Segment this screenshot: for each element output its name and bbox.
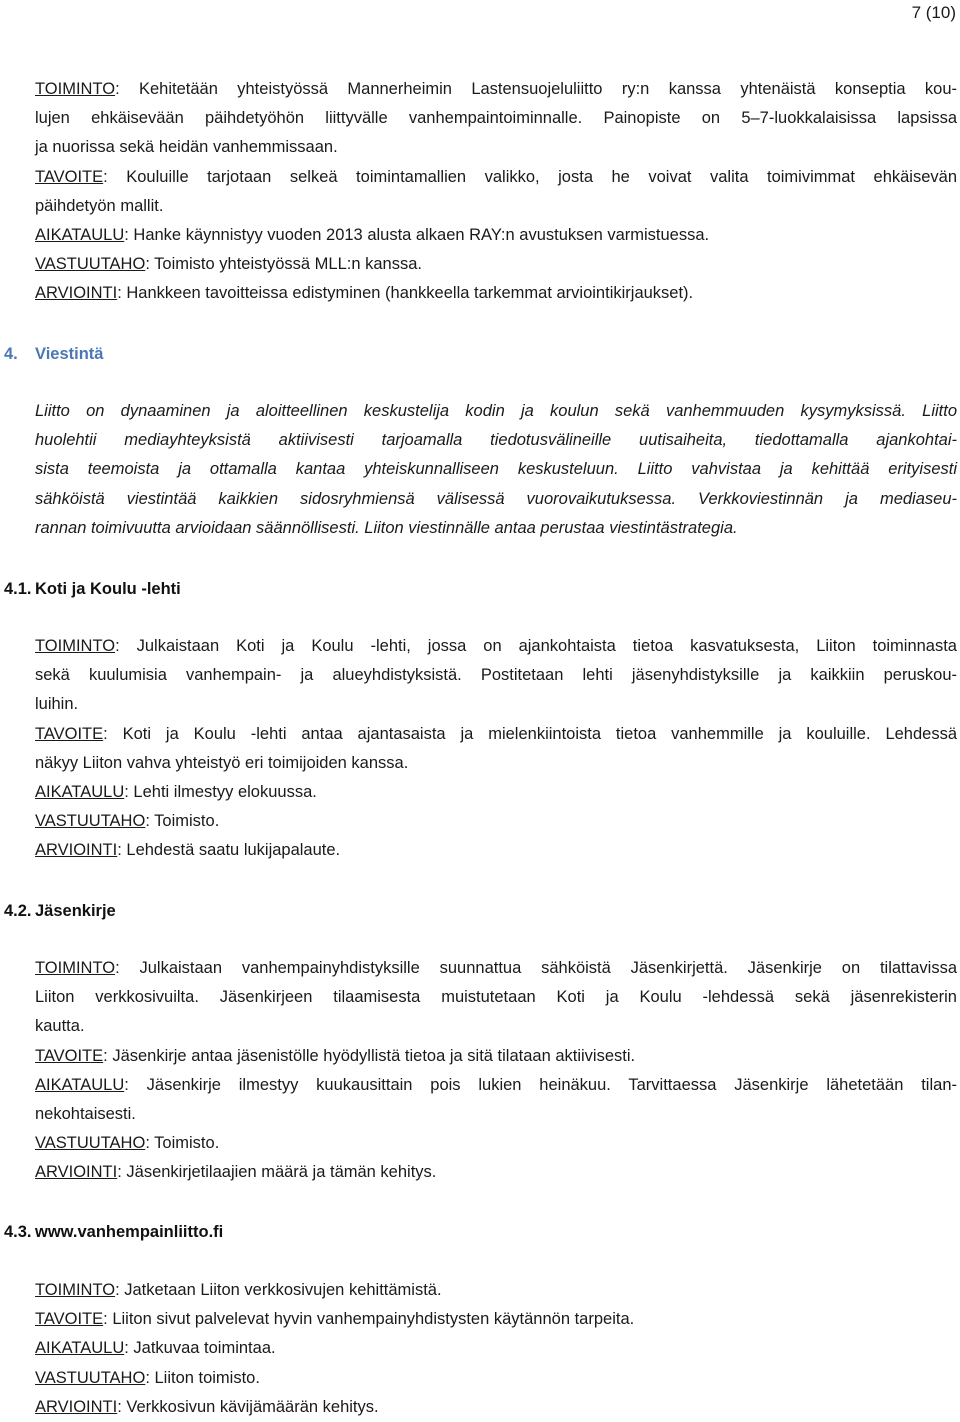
- section-4-2-body: [35, 954, 957, 1188]
- tavoite-label: TAVOITE: [35, 724, 104, 743]
- toiminto-line: TOIMINTO: Jatketaan Liiton verkkosivujen kehittämistä.: [35, 1281, 442, 1299]
- paragraph-line: huolehtii mediayhteyksistä aktiivisesti tarjoamalla tiedotusvälineille uutisaiheita, tiedottamalla ajankohtai-: [35, 431, 957, 450]
- tavoite-line: TAVOITE: Jäsenkirje antaa jäsenistölle hyödyllistä tietoa ja sitä tilataan aktiivisesti.: [35, 1046, 636, 1065]
- vastuutaho-label: VASTUUTAHO: [35, 1134, 146, 1153]
- section-title: www.vanhempainliitto.fi: [35, 1223, 224, 1241]
- section-4-3-body: [35, 1276, 957, 1422]
- section-number: 4.3.: [4, 1223, 32, 1241]
- toiminto-label: TOIMINTO: [35, 637, 116, 655]
- toiminto-line-1: TOIMINTO: Kehitetään yhteistyössä Mannerheimin Lastensuojeluliitto ry:n kanssa yhtenäistä konseptia kou-: [35, 80, 957, 98]
- aikataulu-line: AIKATAULU: Jatkuvaa toimintaa.: [35, 1339, 276, 1358]
- toiminto-line-2: Liiton verkkosivuilta. Jäsenkirjeen tilaamisesta muistutetaan Koti ja Koulu -lehdessä sekä jäsenrekisterin: [35, 988, 957, 1007]
- arviointi-label: ARVIOINTI: [35, 841, 118, 860]
- aikataulu-label: AIKATAULU: [35, 1339, 125, 1358]
- aikataulu-line: AIKATAULU: Hanke käynnistyy vuoden 2013 alusta alkaen RAY:n avustuksen varmistuessa.: [35, 225, 710, 244]
- section-number: 4.: [4, 345, 18, 363]
- toiminto-line-2: lujen ehkäisevään päihdetyöhön liittyvälle vanhempaintoiminnalle. Painopiste on 5–7-luokkalaisissa lapsissa: [35, 109, 957, 128]
- intro-block: [35, 75, 957, 309]
- vastuutaho-label: VASTUUTAHO: [35, 812, 146, 831]
- tavoite-line-2: päihdetyön mallit.: [35, 196, 164, 215]
- section-4-1-body: [35, 632, 957, 866]
- toiminto-label: TOIMINTO: [35, 959, 116, 977]
- section-title: Jäsenkirje: [35, 902, 116, 920]
- section-title: Viestintä: [35, 345, 104, 363]
- page-number: 7 (10): [911, 3, 956, 22]
- paragraph-line: sista teemoista ja ottamalla kantaa yhteiskunnalliseen keskusteluun. Liitto vahvistaa ja kehittää erityisesti: [35, 460, 957, 479]
- tavoite-line: TAVOITE: Liiton sivut palvelevat hyvin vanhempainyhdistysten käytännön tarpeita.: [35, 1310, 635, 1329]
- tavoite-label: TAVOITE: [35, 167, 104, 186]
- aikataulu-line-1: AIKATAULU: Jäsenkirje ilmestyy kuukausittain pois lukien heinäkuu. Tarvittaessa Jäsenkirje lähetetään tilan-: [35, 1075, 957, 1094]
- section-number: 4.1.: [4, 580, 32, 598]
- toiminto-line-3: luihin.: [35, 695, 79, 714]
- tavoite-line-2: näkyy Liiton vahva yhteistyö eri toimijoiden kanssa.: [35, 753, 409, 772]
- section-title: Koti ja Koulu -lehti: [35, 580, 181, 598]
- toiminto-label: TOIMINTO: [35, 80, 116, 98]
- tavoite-label: TAVOITE: [35, 1046, 104, 1065]
- toiminto-line-3: ja nuorissa sekä heidän vanhemmissaan.: [35, 138, 338, 157]
- aikataulu-line: AIKATAULU: Lehti ilmestyy elokuussa.: [35, 782, 317, 801]
- toiminto-line-3: kautta.: [35, 1017, 85, 1036]
- toiminto-line-1: TOIMINTO: Julkaistaan Koti ja Koulu -lehti, jossa on ajankohtaista tietoa kasvatuksesta, Liiton toiminnasta: [35, 637, 957, 655]
- arviointi-line: ARVIOINTI: Verkkosivun kävijämäärän kehitys.: [35, 1397, 379, 1416]
- toiminto-line-2: sekä kuulumisia vanhempain- ja alueyhdistyksistä. Postitetaan lehti jäsenyhdistyksille ja kaikkiin peruskou-: [35, 666, 957, 685]
- aikataulu-label: AIKATAULU: [35, 1075, 125, 1094]
- arviointi-label: ARVIOINTI: [35, 1397, 118, 1416]
- tavoite-label: TAVOITE: [35, 1310, 104, 1329]
- aikataulu-line-2: nekohtaisesti.: [35, 1104, 136, 1123]
- aikataulu-label: AIKATAULU: [35, 225, 125, 244]
- vastuutaho-line: VASTUUTAHO: Toimisto.: [35, 1134, 220, 1153]
- toiminto-line-1: TOIMINTO: Julkaistaan vanhempainyhdistyksille suunnattua sähköistä Jäsenkirjettä. Jäsenkirje on tilattavissa: [35, 959, 957, 977]
- aikataulu-label: AIKATAULU: [35, 782, 125, 801]
- vastuutaho-line: VASTUUTAHO: Liiton toimisto.: [35, 1368, 260, 1387]
- arviointi-line: ARVIOINTI: Hankkeen tavoitteissa edistyminen (hankkeella tarkemmat arviointikirjaukset).: [35, 284, 694, 303]
- tavoite-line-1: TAVOITE: Kouluille tarjotaan selkeä toimintamallien valikko, josta he voivat valita toimivimmat ehkäisevän: [35, 167, 957, 186]
- arviointi-label: ARVIOINTI: [35, 284, 118, 303]
- paragraph-line: sähköistä viestintää kaikkien sidosryhmiensä välisessä vuorovaikutuksessa. Verkkoviestinnän ja mediaseu-: [35, 489, 957, 508]
- arviointi-line: ARVIOINTI: Lehdestä saatu lukijapalaute.: [35, 841, 341, 860]
- vastuutaho-line: VASTUUTAHO: Toimisto.: [35, 812, 220, 831]
- vastuutaho-label: VASTUUTAHO: [35, 1368, 146, 1387]
- arviointi-line: ARVIOINTI: Jäsenkirjetilaajien määrä ja tämän kehitys.: [35, 1163, 437, 1182]
- arviointi-label: ARVIOINTI: [35, 1163, 118, 1182]
- section-4-body: [35, 397, 957, 543]
- paragraph-line: Liitto on dynaaminen ja aloitteellinen keskustelija kodin ja koulun sekä vanhemmuuden kysymyksissä. Liitto: [35, 402, 957, 420]
- vastuutaho-line: VASTUUTAHO: Toimisto yhteistyössä MLL:n kanssa.: [35, 255, 422, 274]
- section-number: 4.2.: [4, 902, 32, 920]
- toiminto-label: TOIMINTO: [35, 1281, 116, 1299]
- paragraph-line: rannan toimivuutta arvioidaan säännöllisesti. Liiton viestinnälle antaa perustaa viestintästrategia.: [35, 518, 738, 537]
- vastuutaho-label: VASTUUTAHO: [35, 255, 146, 274]
- tavoite-line-1: TAVOITE: Koti ja Koulu -lehti antaa ajantasaista ja mielenkiintoista tietoa vanhemmille ja kouluille. Lehdessä: [35, 724, 957, 743]
